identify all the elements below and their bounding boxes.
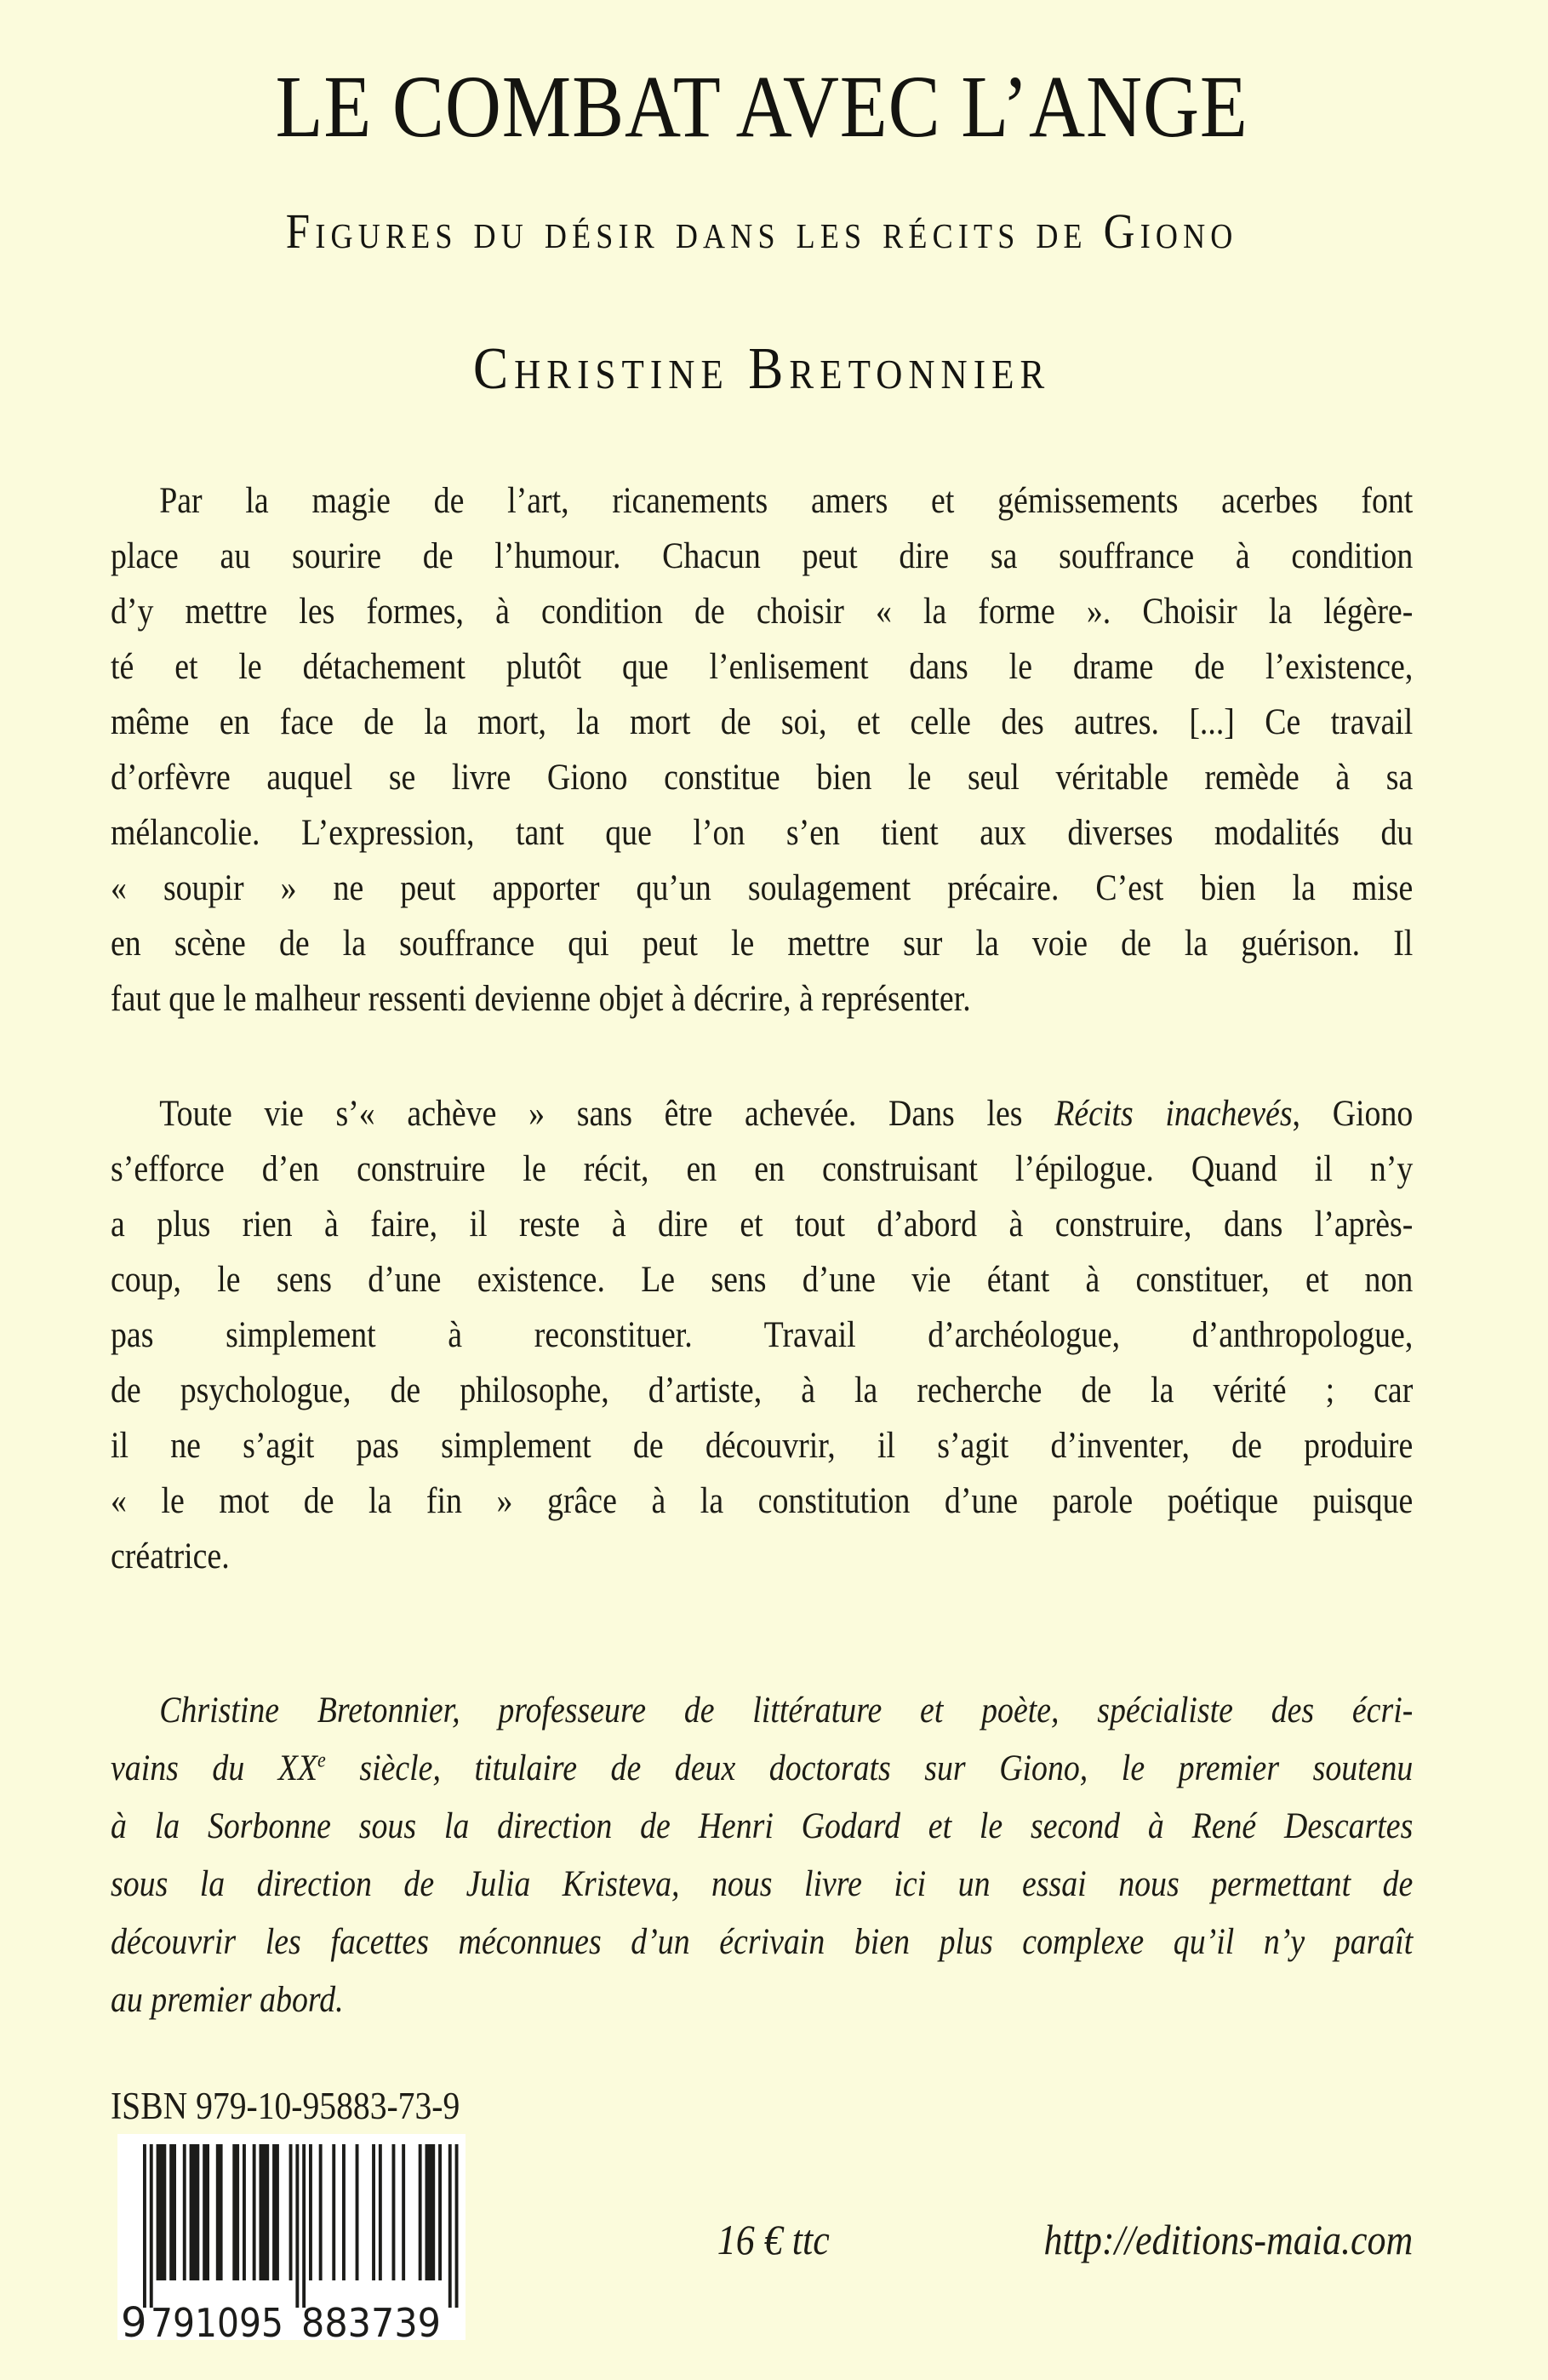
book-reference-italic: Récits inachevés (1054, 1094, 1293, 1134)
synopsis-paragraph-2 (111, 1086, 1413, 1584)
text-segment: siècle, titulaire de deux doctorats sur Giono, le premier soutenu (325, 1748, 1414, 1788)
text-line: place au sourire de l’humour. Chacun peut dire sa souffrance à condition (111, 536, 1414, 576)
bio-line: au premier abord. (111, 1980, 344, 2020)
author-bio-paragraph (111, 1682, 1413, 2029)
barcode-svg (117, 2134, 466, 2340)
text-line: té et le détachement plutôt que l’enlisement dans le drame de l’existence, (111, 647, 1414, 687)
superscript-e: e (317, 1748, 326, 1772)
author-name: Christine Bretonnier (472, 336, 1051, 402)
text-line: d’y mettre les formes, à condition de choisir « la forme ». Choisir la légère- (111, 592, 1414, 632)
text-segment: , Giono (1292, 1094, 1414, 1134)
bio-line: sous la direction de Julia Kristeva, nous livre ici un essai nous permettant de (111, 1864, 1414, 1904)
text-line (111, 1086, 1413, 1141)
text-line: en scène de la souffrance qui peut le mettre sur la voie de la guérison. Il (111, 924, 1414, 964)
bio-line (111, 1740, 1413, 1798)
synopsis-paragraph-1 (111, 473, 1413, 1027)
bio-line: à la Sorbonne sous la direction de Henri Godard et le second à René Descartes (111, 1806, 1414, 1846)
text-line: coup, le sens d’une existence. Le sens d’une vie étant à constituer, et non (111, 1260, 1414, 1300)
text-line: il ne s’agit pas simplement de découvrir, il s’agit d’inventer, de produire (111, 1426, 1414, 1466)
text-line: créatrice. (111, 1536, 230, 1576)
barcode-digit-lead: 9 (121, 2299, 147, 2340)
barcode-digits-group1: 791095 (151, 2300, 283, 2340)
text-line: « soupir » ne peut apporter qu’un soulagement précaire. C’est bien la mise (111, 868, 1414, 908)
text-line: d’orfèvre auquel se livre Giono constitue bien le seul véritable remède à sa (111, 758, 1414, 798)
bio-line: Christine Bretonnier, professeure de littérature et poète, spécialiste des écri- (159, 1691, 1414, 1731)
isbn-label: ISBN 979-10-95883-73-9 (111, 2085, 460, 2127)
text-line: même en face de la mort, la mort de soi, et celle des autres. [...] Ce travail (111, 702, 1414, 742)
text-line: s’efforce d’en construire le récit, en en construisant l’épilogue. Quand il n’y (111, 1149, 1414, 1189)
text-segment: Toute vie s’« achève » sans être achevée. Dans les (159, 1094, 1055, 1134)
text-line: pas simplement à reconstituer. Travail d’archéologue, d’anthropologue, (111, 1315, 1414, 1355)
text-segment: vains du XX (111, 1748, 318, 1788)
barcode (117, 2134, 466, 2340)
text-line: « le mot de la fin » grâce à la constitution d’une parole poétique puisque (111, 1481, 1414, 1521)
text-line: faut que le malheur ressenti devienne objet à décrire, à représenter. (111, 979, 971, 1019)
website-url: http://editions-maia.com (1043, 2216, 1414, 2263)
cover-content (111, 0, 1413, 2380)
text-line: Par la magie de l’art, ricanements amers et gémissements acerbes font (159, 481, 1414, 521)
bio-line: découvrir les facettes méconnues d’un écrivain bien plus complexe qu’il n’y paraît (111, 1922, 1414, 1962)
book-subtitle: Figures du désir dans les récits de Giono (285, 203, 1238, 259)
text-line: de psychologue, de philosophe, d’artiste, à la recherche de la vérité ; car (111, 1370, 1414, 1410)
text-line: a plus rien à faire, il reste à dire et tout d’abord à construire, dans l’après- (111, 1204, 1414, 1244)
price-label: 16 € ttc (717, 2216, 830, 2263)
barcode-digits-group2: 883739 (301, 2300, 441, 2340)
text-line: mélancolie. L’expression, tant que l’on s’en tient aux diverses modalités du (111, 813, 1414, 853)
page-title: LE COMBAT AVEC L’ANGE (275, 58, 1248, 156)
